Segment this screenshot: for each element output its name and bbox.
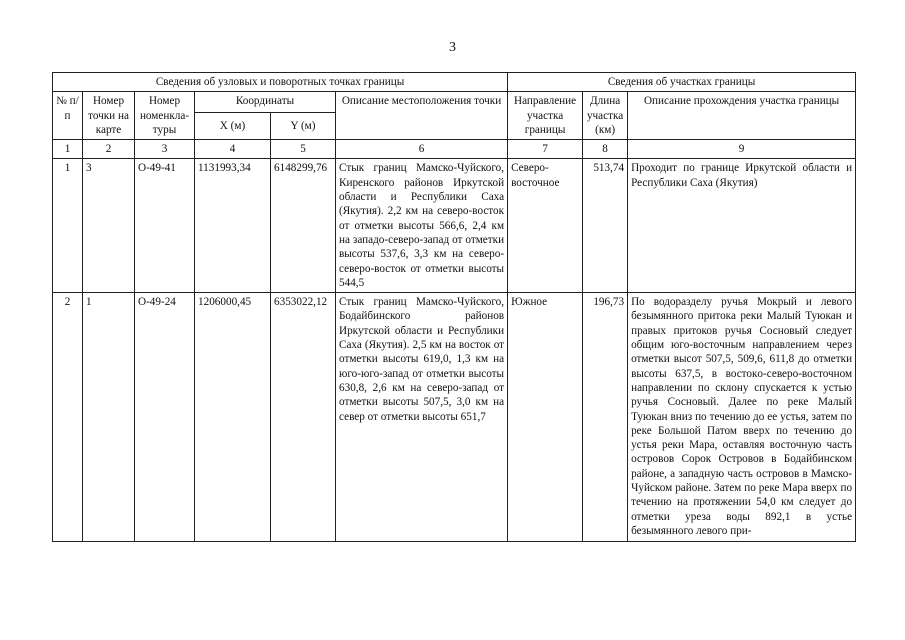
nomenclature: О-49-41 <box>135 159 195 293</box>
row-number: 2 <box>53 293 83 542</box>
col-point-header: Номер точки на карте <box>83 92 135 140</box>
page-number: 3 <box>449 40 456 55</box>
column-number: 4 <box>195 140 271 159</box>
column-number-row <box>53 140 856 159</box>
column-number: 1 <box>53 140 83 159</box>
coord-y: 6353022,12 <box>271 293 336 542</box>
section-segments-header: Сведения об участках границы <box>508 73 856 92</box>
row-number: 1 <box>53 159 83 293</box>
col-coords-header: Координаты <box>195 92 336 113</box>
point-number: 3 <box>83 159 135 293</box>
column-number: 8 <box>583 140 628 159</box>
column-header-row <box>53 92 856 113</box>
column-number: 6 <box>336 140 508 159</box>
segment-direction: Северо-восточное <box>508 159 583 293</box>
column-number: 5 <box>271 140 336 159</box>
coord-x: 1131993,34 <box>195 159 271 293</box>
section-points-header: Сведения об узловых и поворотных точках границы <box>53 73 508 92</box>
boundary-table <box>52 72 856 542</box>
col-no-header: № п/п <box>53 92 83 140</box>
col-nomenclature-header: Номер номенкла-туры <box>135 92 195 140</box>
column-number: 9 <box>628 140 856 159</box>
table-row <box>53 159 856 293</box>
col-length-header: Длина участка (км) <box>583 92 628 140</box>
location-description: Стык границ Мамско-Чуйского, Киренского районов Иркутской области и Республики Саха (Якутия). 2,2 км на северо-восток от отметки высоты 566,6, 2,4 км на западо-северо-запад от отметки высоты 537,6, 3,3 км на северо-северо-восток от отметки высоты 544,5 <box>336 159 508 293</box>
col-direction-header: Направление участка границы <box>508 92 583 140</box>
col-location-header: Описание местоположения точки <box>336 92 508 140</box>
segment-length: 513,74 <box>583 159 628 293</box>
section-header-row <box>53 73 856 92</box>
location-description: Стык границ Мамско-Чуйского, Бодайбинского районов Иркутской области и Республики Саха (Якутия). 2,5 км на восток от отметки высоты 619,0, 1,3 км на юго-юго-запад от отметки высоты 630,8, 2,6 км на северо-запад от отметки высоты 507,5, 3,0 км на север от отметки высоты 651,7 <box>336 293 508 542</box>
col-passage-header: Описание прохождения участка границы <box>628 92 856 140</box>
nomenclature: О-49-24 <box>135 293 195 542</box>
point-number: 1 <box>83 293 135 542</box>
segment-direction: Южное <box>508 293 583 542</box>
col-y-header: Y (м) <box>271 113 336 140</box>
coord-x: 1206000,45 <box>195 293 271 542</box>
col-x-header: X (м) <box>195 113 271 140</box>
coord-y: 6148299,76 <box>271 159 336 293</box>
segment-passage: По водоразделу ручья Мокрый и левого безымянного притока реки Малый Туюкан и правых притоков ручья Сосновый следует общим юго-восточным направлением через отметки высот 507,5, 509,6, 611,8 до отметки высоты 637,5, в востокo-северо-восточном направлении по склону спускается к устью ручья Сосновый. Далее по реке Малый Туюкан вниз по течению до ее устья, затем по реке Большой Патом вверх по течению до устья реки Мара, оставляя восточную часть островов Сорок Островов в Бодайбинском районе, а западную часть островов в Мамско-Чуйском районе. Затем по реке Мара вверх по течению на протяжении 54,0 км следует до отметки уреза воды 892,1 в устье безымянного левого при- <box>628 293 856 542</box>
column-number: 2 <box>83 140 135 159</box>
segment-passage: Проходит по границе Иркутской области и Республики Саха (Якутия) <box>628 159 856 293</box>
column-number: 3 <box>135 140 195 159</box>
segment-length: 196,73 <box>583 293 628 542</box>
table-row <box>53 293 856 542</box>
column-number: 7 <box>508 140 583 159</box>
